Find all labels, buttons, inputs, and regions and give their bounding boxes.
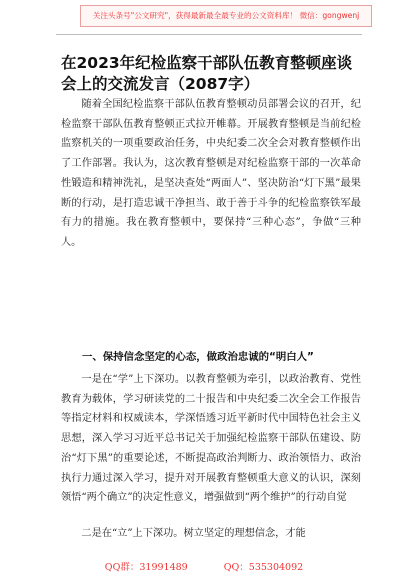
promo-banner — [80, 5, 372, 27]
body-paragraph-study: 一是在“学”上下深功。以教育整顿为牵引，以政治教育、党性教育为载体，学习研读党的二十报告和中央纪委二次全会工作报告等指定材料和权威读本，学深悟透习近平新时代中国特色社会主义思想，深入学习习近平总书记关于加强纪检监察干部队伍建设、防治“灯下黑”的重要论述，不断提高政治判断力、政治领悟力、政治执行力通过深入学习，提升对开展教育整顿重大意义的认识，深刻领悟“两个确立”的决定性意义，增强做到“两个维护”的行动自觉 — [61, 374, 361, 504]
qq-contact: QQ：535304092 — [223, 562, 304, 573]
body-paragraph-establish: 二是在“立”上下深功。树立坚定的理想信念，才能 — [81, 528, 306, 539]
promo-banner-text: 关注头条号"公文研究"，获得最新最全最专业的公文资料库！ 微信：gongwenj — [92, 11, 360, 20]
section-heading: 一、保持信念坚定的心态，做政治忠诚的“明白人” — [82, 351, 314, 363]
document-title: 在2023年纪检监察干部队伍教育整顿座谈会上的交流发言（2087字） — [61, 54, 353, 93]
intro-paragraph: 随着全国纪检监察干部队伍教育整顿动员部署会议的召开，纪检监察干部队伍教育整顿正式拉开帷幕。开展教育整顿是当前纪检监察机关的一项重要政治任务，中央纪委二次全会对教育整顿作出了工作部署。我认为，这次教育整顿是对纪检监察干部的一次革命性锻造和精神洗礼，是坚决查处“两面人”、坚决防治“灯下黑”最果断的行动，是打造忠诚干净担当、敢于善于斗争的纪检监察铁军最有力的措施。我在教育整顿中，要保持“三种心态”，争做“三种人。 — [61, 99, 361, 248]
header-divider — [56, 34, 362, 35]
qq-group-contact: QQ群：31991489 — [104, 562, 188, 573]
page-footer — [0, 559, 408, 573]
